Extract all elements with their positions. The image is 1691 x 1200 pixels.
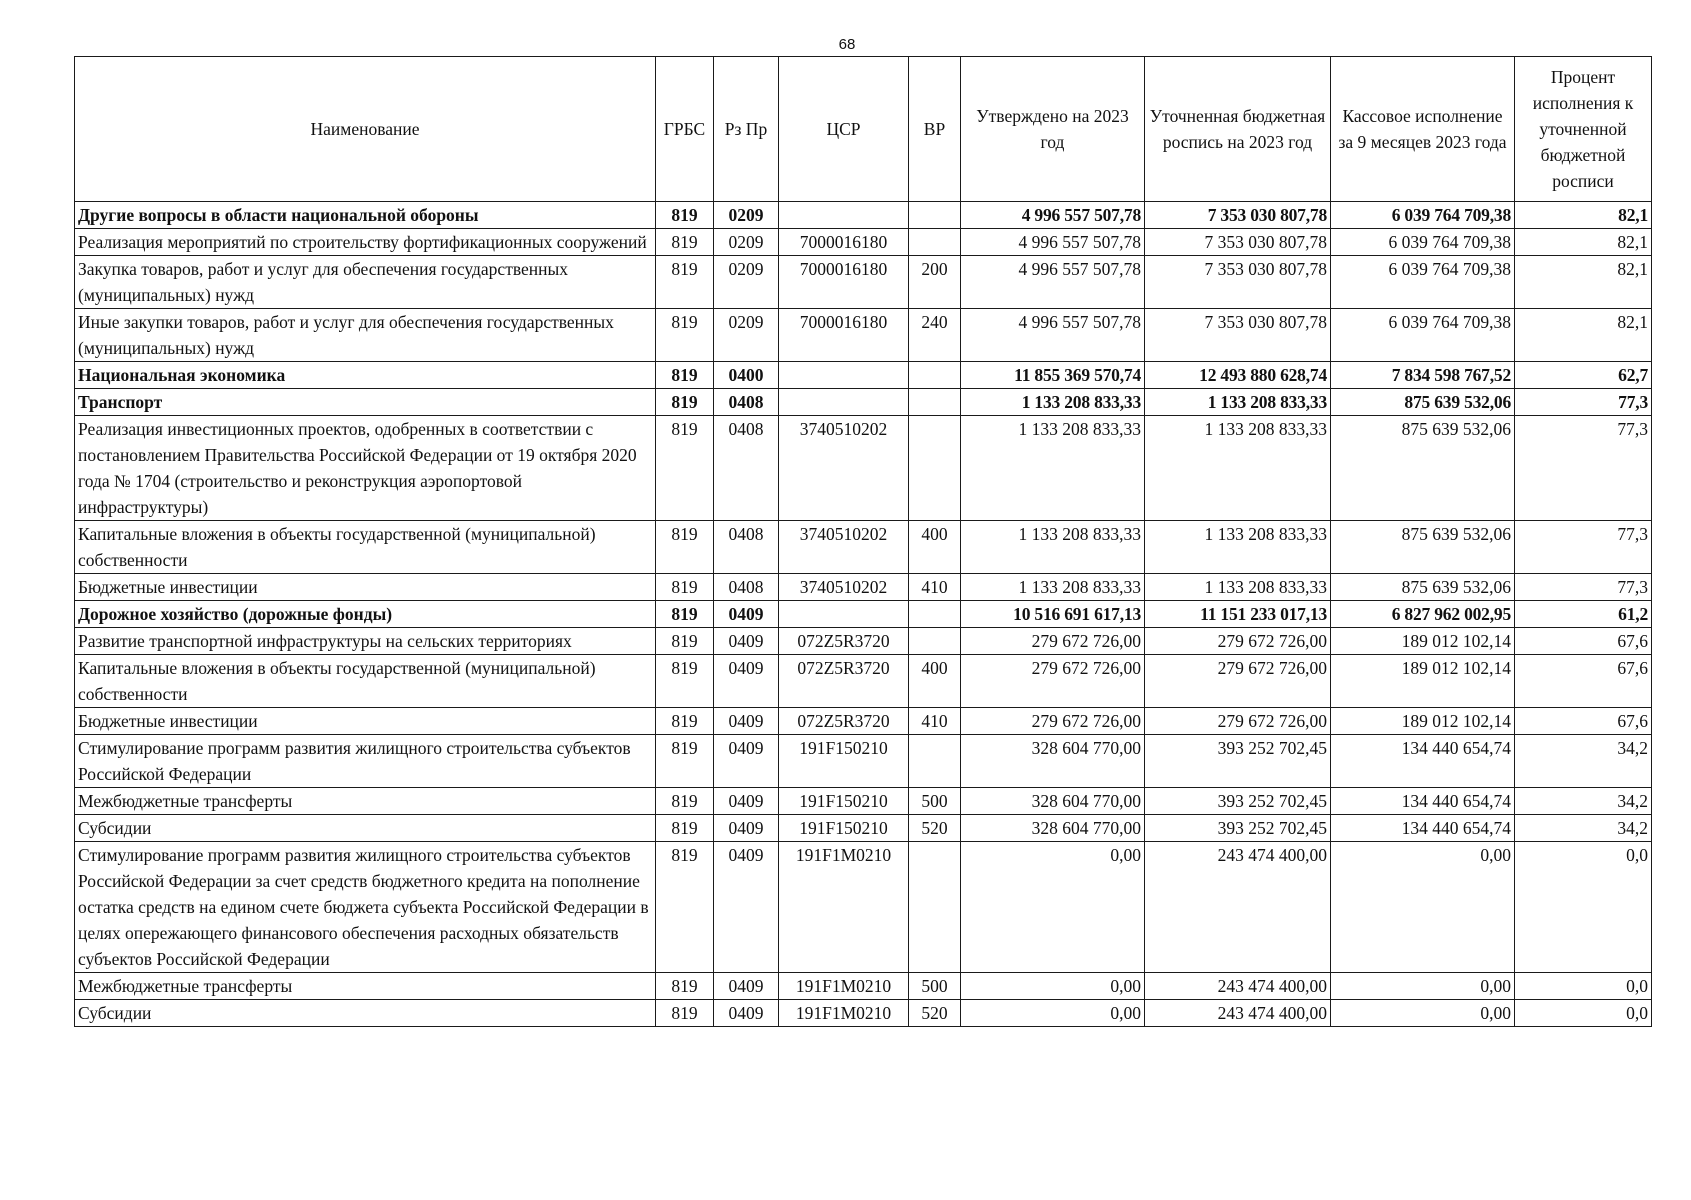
header-rzpr: Рз Пр (714, 57, 779, 202)
cell-revised: 393 252 702,45 (1145, 815, 1331, 842)
cell-percent: 67,6 (1515, 708, 1652, 735)
cell-revised: 11 151 233 017,13 (1145, 601, 1331, 628)
cell-executed: 875 639 532,06 (1331, 521, 1515, 574)
cell-approved: 0,00 (961, 1000, 1145, 1027)
cell-percent: 77,3 (1515, 416, 1652, 521)
table-body (75, 202, 1652, 1027)
cell-executed: 6 039 764 709,38 (1331, 229, 1515, 256)
cell-vr: 410 (909, 708, 961, 735)
cell-name: Иные закупки товаров, работ и услуг для обеспечения государственных (муниципальных) нужд (75, 309, 656, 362)
cell-csr: 7000016180 (779, 256, 909, 309)
cell-vr (909, 389, 961, 416)
cell-name: Субсидии (75, 1000, 656, 1027)
cell-name: Стимулирование программ развития жилищного строительства субъектов Российской Федерации за счет средств бюджетного кредита на пополнение остатка средств на едином счете бюджета субъекта Российской Федерации в целях опережающего финансового обеспечения расходных обязательств субъектов Российской Федерации (75, 842, 656, 973)
cell-vr (909, 229, 961, 256)
cell-percent: 0,0 (1515, 973, 1652, 1000)
cell-revised: 1 133 208 833,33 (1145, 416, 1331, 521)
cell-csr (779, 601, 909, 628)
table-row (75, 574, 1652, 601)
cell-csr: 3740510202 (779, 574, 909, 601)
table-row (75, 655, 1652, 708)
table-row (75, 628, 1652, 655)
cell-executed: 6 039 764 709,38 (1331, 309, 1515, 362)
cell-rzpr: 0409 (714, 815, 779, 842)
cell-approved: 279 672 726,00 (961, 655, 1145, 708)
cell-executed: 134 440 654,74 (1331, 788, 1515, 815)
cell-revised: 7 353 030 807,78 (1145, 229, 1331, 256)
cell-percent: 82,1 (1515, 202, 1652, 229)
cell-csr: 191F1M0210 (779, 842, 909, 973)
cell-name: Реализация мероприятий по строительству фортификационных сооружений (75, 229, 656, 256)
cell-vr (909, 601, 961, 628)
cell-csr: 072Z5R3720 (779, 708, 909, 735)
cell-executed: 875 639 532,06 (1331, 416, 1515, 521)
table-row (75, 1000, 1652, 1027)
table-header-row (75, 57, 1652, 202)
cell-revised: 1 133 208 833,33 (1145, 389, 1331, 416)
cell-grbs: 819 (656, 708, 714, 735)
cell-name: Развитие транспортной инфраструктуры на сельских территориях (75, 628, 656, 655)
cell-vr: 410 (909, 574, 961, 601)
cell-grbs: 819 (656, 416, 714, 521)
table-row (75, 601, 1652, 628)
cell-csr: 191F150210 (779, 788, 909, 815)
cell-grbs: 819 (656, 655, 714, 708)
cell-revised: 393 252 702,45 (1145, 735, 1331, 788)
cell-rzpr: 0209 (714, 309, 779, 362)
cell-approved: 1 133 208 833,33 (961, 521, 1145, 574)
cell-name: Транспорт (75, 389, 656, 416)
cell-percent: 34,2 (1515, 815, 1652, 842)
cell-vr (909, 628, 961, 655)
table-row (75, 256, 1652, 309)
cell-rzpr: 0209 (714, 229, 779, 256)
cell-revised: 12 493 880 628,74 (1145, 362, 1331, 389)
cell-grbs: 819 (656, 202, 714, 229)
cell-name: Капитальные вложения в объекты государственной (муниципальной) собственности (75, 655, 656, 708)
table-row (75, 416, 1652, 521)
cell-rzpr: 0408 (714, 521, 779, 574)
cell-percent: 77,3 (1515, 521, 1652, 574)
cell-revised: 279 672 726,00 (1145, 655, 1331, 708)
cell-grbs: 819 (656, 788, 714, 815)
cell-rzpr: 0408 (714, 416, 779, 521)
cell-approved: 4 996 557 507,78 (961, 256, 1145, 309)
cell-executed: 0,00 (1331, 1000, 1515, 1027)
cell-grbs: 819 (656, 973, 714, 1000)
table-row (75, 309, 1652, 362)
cell-percent: 82,1 (1515, 229, 1652, 256)
cell-approved: 4 996 557 507,78 (961, 229, 1145, 256)
cell-csr (779, 389, 909, 416)
table-row (75, 788, 1652, 815)
cell-percent: 61,2 (1515, 601, 1652, 628)
cell-revised: 279 672 726,00 (1145, 628, 1331, 655)
cell-vr (909, 735, 961, 788)
cell-revised: 243 474 400,00 (1145, 842, 1331, 973)
cell-csr: 191F1M0210 (779, 1000, 909, 1027)
cell-csr: 072Z5R3720 (779, 628, 909, 655)
cell-grbs: 819 (656, 842, 714, 973)
cell-revised: 243 474 400,00 (1145, 1000, 1331, 1027)
cell-executed: 134 440 654,74 (1331, 735, 1515, 788)
cell-grbs: 819 (656, 389, 714, 416)
cell-grbs: 819 (656, 229, 714, 256)
cell-csr (779, 362, 909, 389)
cell-rzpr: 0409 (714, 601, 779, 628)
table-row (75, 815, 1652, 842)
header-approved: Утверждено на 2023 год (961, 57, 1145, 202)
cell-vr (909, 202, 961, 229)
cell-csr: 191F150210 (779, 735, 909, 788)
cell-name: Другие вопросы в области национальной обороны (75, 202, 656, 229)
cell-name: Субсидии (75, 815, 656, 842)
cell-executed: 0,00 (1331, 973, 1515, 1000)
cell-approved: 10 516 691 617,13 (961, 601, 1145, 628)
cell-approved: 328 604 770,00 (961, 735, 1145, 788)
table-row (75, 362, 1652, 389)
cell-percent: 77,3 (1515, 389, 1652, 416)
cell-name: Реализация инвестиционных проектов, одобренных в соответствии с постановлением Правительства Российской Федерации от 19 октября 2020 года № 1704 (строительство и реконструкция аэропортовой инфраструктуры) (75, 416, 656, 521)
cell-executed: 875 639 532,06 (1331, 389, 1515, 416)
header-revised: Уточненная бюджетная роспись на 2023 год (1145, 57, 1331, 202)
header-csr: ЦСР (779, 57, 909, 202)
cell-approved: 1 133 208 833,33 (961, 574, 1145, 601)
cell-rzpr: 0408 (714, 574, 779, 601)
cell-rzpr: 0409 (714, 842, 779, 973)
cell-approved: 279 672 726,00 (961, 628, 1145, 655)
cell-name: Межбюджетные трансферты (75, 973, 656, 1000)
cell-vr (909, 842, 961, 973)
cell-approved: 328 604 770,00 (961, 788, 1145, 815)
cell-rzpr: 0409 (714, 788, 779, 815)
cell-name: Бюджетные инвестиции (75, 574, 656, 601)
cell-percent: 34,2 (1515, 788, 1652, 815)
cell-revised: 7 353 030 807,78 (1145, 256, 1331, 309)
cell-vr: 500 (909, 973, 961, 1000)
cell-approved: 4 996 557 507,78 (961, 202, 1145, 229)
cell-approved: 11 855 369 570,74 (961, 362, 1145, 389)
header-percent: Процент исполнения к уточненной бюджетной росписи (1515, 57, 1652, 202)
cell-revised: 7 353 030 807,78 (1145, 309, 1331, 362)
cell-name: Стимулирование программ развития жилищного строительства субъектов Российской Федерации (75, 735, 656, 788)
cell-csr: 191F1M0210 (779, 973, 909, 1000)
cell-rzpr: 0209 (714, 202, 779, 229)
cell-executed: 6 039 764 709,38 (1331, 202, 1515, 229)
cell-approved: 1 133 208 833,33 (961, 389, 1145, 416)
cell-grbs: 819 (656, 362, 714, 389)
cell-vr: 520 (909, 815, 961, 842)
cell-grbs: 819 (656, 628, 714, 655)
cell-percent: 82,1 (1515, 256, 1652, 309)
cell-vr (909, 362, 961, 389)
cell-revised: 1 133 208 833,33 (1145, 521, 1331, 574)
table-row (75, 708, 1652, 735)
cell-name: Бюджетные инвестиции (75, 708, 656, 735)
cell-grbs: 819 (656, 735, 714, 788)
cell-grbs: 819 (656, 601, 714, 628)
cell-approved: 4 996 557 507,78 (961, 309, 1145, 362)
cell-name: Межбюджетные трансферты (75, 788, 656, 815)
cell-vr: 200 (909, 256, 961, 309)
cell-executed: 875 639 532,06 (1331, 574, 1515, 601)
header-name: Наименование (75, 57, 656, 202)
table-row (75, 735, 1652, 788)
cell-name: Капитальные вложения в объекты государственной (муниципальной) собственности (75, 521, 656, 574)
table-row (75, 229, 1652, 256)
cell-percent: 67,6 (1515, 655, 1652, 708)
cell-rzpr: 0400 (714, 362, 779, 389)
cell-percent: 0,0 (1515, 1000, 1652, 1027)
cell-percent: 67,6 (1515, 628, 1652, 655)
cell-csr: 191F150210 (779, 815, 909, 842)
cell-name: Дорожное хозяйство (дорожные фонды) (75, 601, 656, 628)
cell-grbs: 819 (656, 256, 714, 309)
table-row (75, 973, 1652, 1000)
cell-revised: 243 474 400,00 (1145, 973, 1331, 1000)
cell-rzpr: 0408 (714, 389, 779, 416)
cell-executed: 189 012 102,14 (1331, 708, 1515, 735)
cell-rzpr: 0409 (714, 973, 779, 1000)
cell-approved: 1 133 208 833,33 (961, 416, 1145, 521)
cell-grbs: 819 (656, 1000, 714, 1027)
cell-name: Закупка товаров, работ и услуг для обеспечения государственных (муниципальных) нужд (75, 256, 656, 309)
cell-csr: 7000016180 (779, 229, 909, 256)
cell-percent: 62,7 (1515, 362, 1652, 389)
cell-vr: 500 (909, 788, 961, 815)
cell-vr: 400 (909, 655, 961, 708)
cell-executed: 0,00 (1331, 842, 1515, 973)
cell-name: Национальная экономика (75, 362, 656, 389)
cell-revised: 393 252 702,45 (1145, 788, 1331, 815)
cell-rzpr: 0409 (714, 1000, 779, 1027)
header-vr: ВР (909, 57, 961, 202)
cell-grbs: 819 (656, 815, 714, 842)
cell-approved: 0,00 (961, 973, 1145, 1000)
cell-percent: 0,0 (1515, 842, 1652, 973)
cell-executed: 6 827 962 002,95 (1331, 601, 1515, 628)
cell-revised: 7 353 030 807,78 (1145, 202, 1331, 229)
cell-csr: 7000016180 (779, 309, 909, 362)
table-row (75, 389, 1652, 416)
cell-rzpr: 0209 (714, 256, 779, 309)
cell-csr: 3740510202 (779, 416, 909, 521)
cell-grbs: 819 (656, 309, 714, 362)
cell-percent: 77,3 (1515, 574, 1652, 601)
cell-csr: 3740510202 (779, 521, 909, 574)
cell-vr (909, 416, 961, 521)
cell-revised: 279 672 726,00 (1145, 708, 1331, 735)
cell-revised: 1 133 208 833,33 (1145, 574, 1331, 601)
cell-vr: 240 (909, 309, 961, 362)
cell-percent: 82,1 (1515, 309, 1652, 362)
cell-csr: 072Z5R3720 (779, 655, 909, 708)
cell-csr (779, 202, 909, 229)
table-row (75, 202, 1652, 229)
header-grbs: ГРБС (656, 57, 714, 202)
cell-vr: 520 (909, 1000, 961, 1027)
cell-vr: 400 (909, 521, 961, 574)
cell-grbs: 819 (656, 574, 714, 601)
table-row (75, 842, 1652, 973)
page-number: 68 (838, 36, 856, 53)
cell-grbs: 819 (656, 521, 714, 574)
cell-percent: 34,2 (1515, 735, 1652, 788)
header-executed: Кассовое исполнение за 9 месяцев 2023 года (1331, 57, 1515, 202)
cell-rzpr: 0409 (714, 735, 779, 788)
table-row (75, 521, 1652, 574)
cell-rzpr: 0409 (714, 628, 779, 655)
cell-executed: 6 039 764 709,38 (1331, 256, 1515, 309)
cell-executed: 7 834 598 767,52 (1331, 362, 1515, 389)
cell-rzpr: 0409 (714, 708, 779, 735)
cell-approved: 279 672 726,00 (961, 708, 1145, 735)
cell-executed: 189 012 102,14 (1331, 655, 1515, 708)
cell-executed: 189 012 102,14 (1331, 628, 1515, 655)
cell-approved: 328 604 770,00 (961, 815, 1145, 842)
cell-approved: 0,00 (961, 842, 1145, 973)
cell-executed: 134 440 654,74 (1331, 815, 1515, 842)
cell-rzpr: 0409 (714, 655, 779, 708)
budget-execution-table (74, 56, 1652, 1027)
